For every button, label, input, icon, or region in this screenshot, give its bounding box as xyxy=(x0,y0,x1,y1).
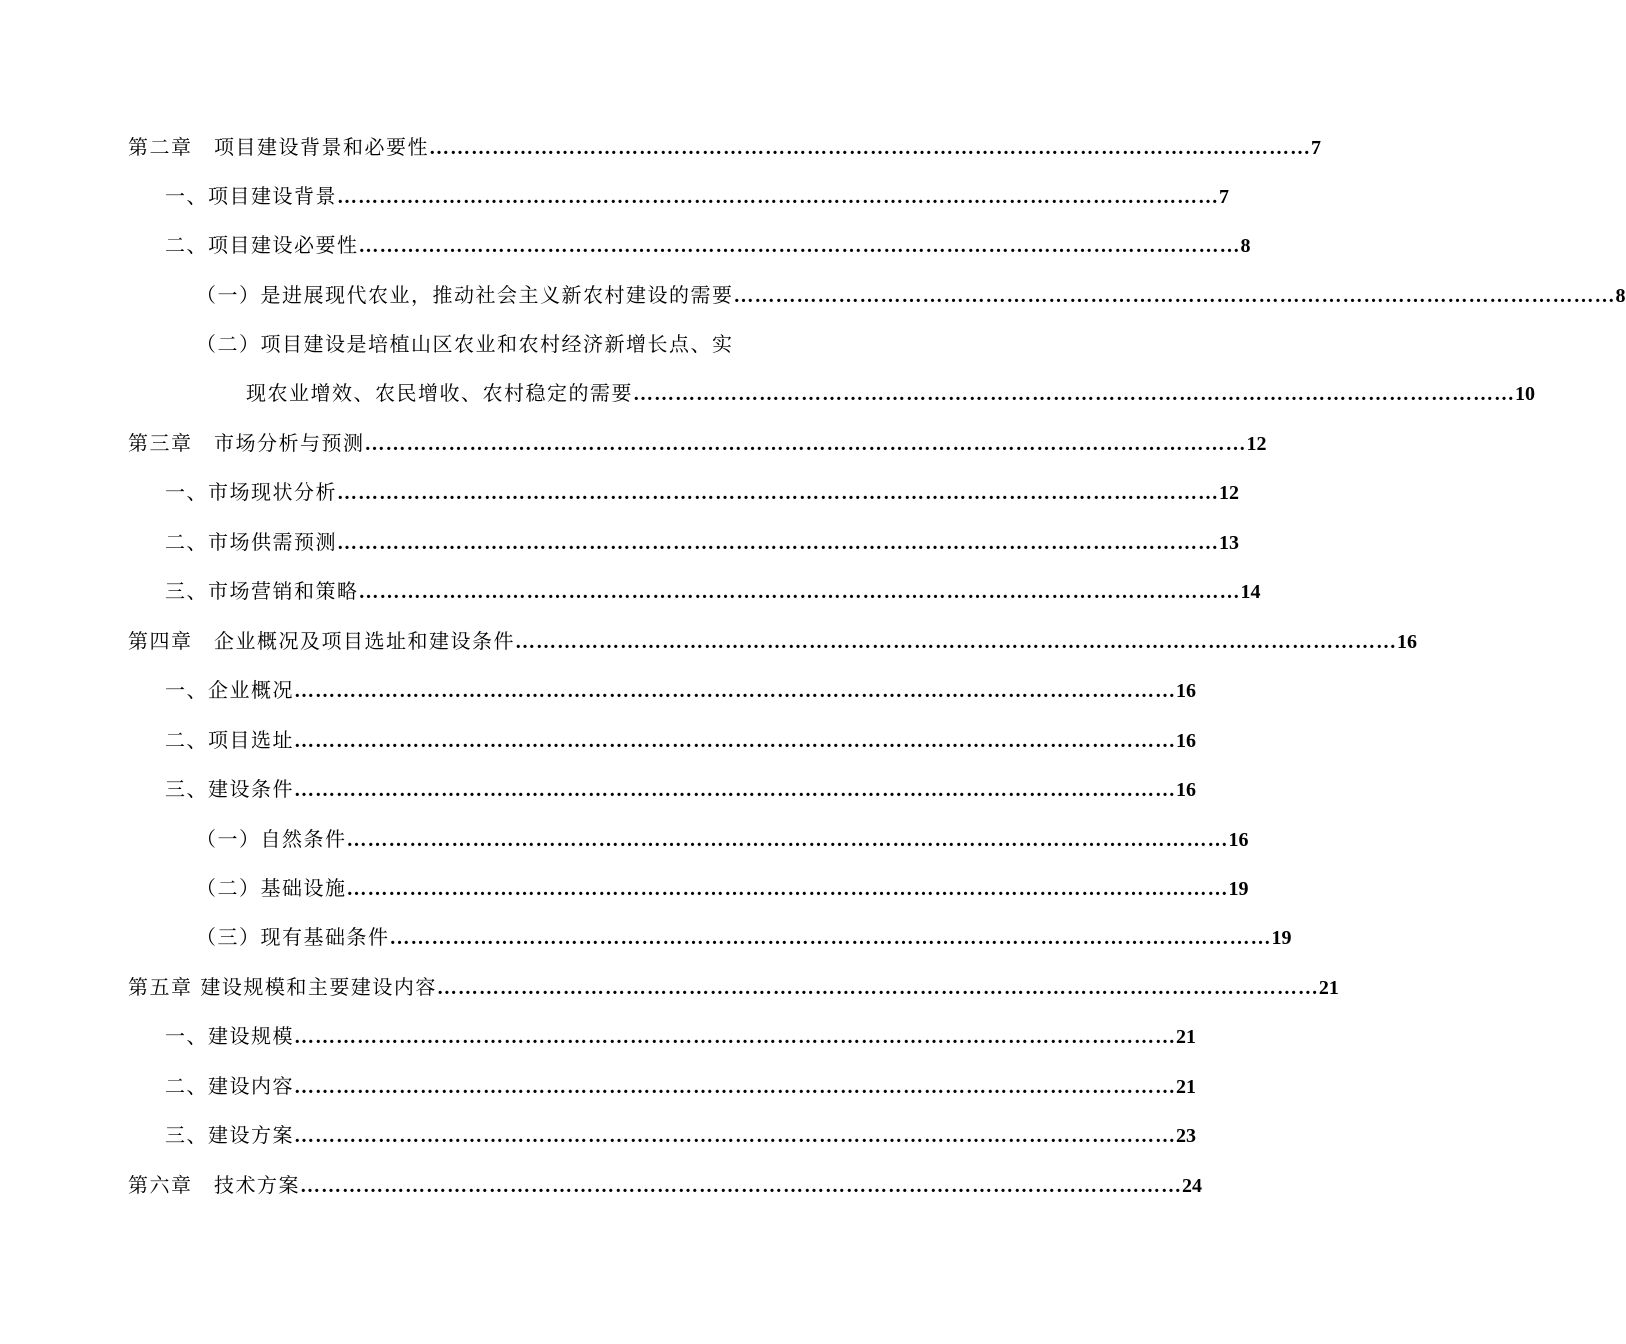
toc-entry-4-3-3[interactable] xyxy=(196,922,1292,952)
toc-entry-title: 二、项目选址 xyxy=(165,728,294,752)
toc-entry-title: 第五章 建设规模和主要建设内容 xyxy=(128,975,437,999)
toc-entry-title: （一）是进展现代农业，推动社会主义新农村建设的需要 xyxy=(196,283,734,307)
toc-entry-4-3-1[interactable] xyxy=(196,824,1249,854)
toc-entry-2-1[interactable] xyxy=(165,181,1229,211)
toc-page-number: 19 xyxy=(1228,878,1249,900)
toc-leader-dots: ……………………………………………………………………………………………………………… xyxy=(337,186,1219,208)
toc-page-number: 12 xyxy=(1219,482,1239,504)
toc-leader-dots: ……………………………………………………………………………………………………………… xyxy=(337,532,1219,554)
toc-entry-title: 三、建设方案 xyxy=(165,1123,294,1147)
toc-page-number: 23 xyxy=(1176,1125,1196,1147)
toc-entry-title: 一、建设规模 xyxy=(165,1024,294,1048)
toc-leader-dots: ……………………………………………………………………………………………………………… xyxy=(294,1076,1176,1098)
toc-page-number: 21 xyxy=(1176,1076,1196,1098)
toc-entry-chapter-3[interactable] xyxy=(128,428,1267,458)
toc-entry-title: 一、市场现状分析 xyxy=(165,480,337,504)
toc-leader-dots: ……………………………………………………………………………………………………………… xyxy=(337,482,1219,504)
toc-page-number: 10 xyxy=(1515,383,1535,405)
toc-entry-5-1[interactable] xyxy=(165,1021,1196,1051)
toc-leader-dots: ……………………………………………………………………………………………………………… xyxy=(346,829,1229,851)
toc-leader-dots: ……………………………………………………………………………………………………………… xyxy=(294,1026,1176,1048)
toc-entry-title: （二）项目建设是培植山区农业和农村经济新增长点、实 xyxy=(196,332,734,356)
toc-entry-chapter-6[interactable] xyxy=(128,1170,1202,1200)
toc-entry-title: 二、项目建设必要性 xyxy=(165,233,359,257)
toc-entry-title: 现农业增效、农民增收、农村稳定的需要 xyxy=(246,381,633,405)
toc-entry-title: （一）自然条件 xyxy=(196,827,347,851)
toc-page-number: 14 xyxy=(1240,581,1261,603)
toc-leader-dots: ……………………………………………………………………………………………………………… xyxy=(389,927,1272,949)
toc-page-number: 24 xyxy=(1182,1175,1202,1197)
toc-entry-2-2-2-line1[interactable] xyxy=(196,329,756,359)
toc-page-number: 7 xyxy=(1311,137,1321,159)
toc-entry-4-3-2[interactable] xyxy=(196,873,1249,903)
toc-leader-dots: ……………………………………………………………………………………………………………… xyxy=(358,581,1241,603)
toc-entry-3-2[interactable] xyxy=(165,527,1239,557)
toc-leader-dots: ……………………………………………………………………………………………………………… xyxy=(294,779,1176,801)
toc-entry-2-2[interactable] xyxy=(165,230,1251,260)
toc-leader-dots: ……………………………………………………………………………………………………………… xyxy=(346,878,1229,900)
toc-leader-dots: ……………………………………………………………………………………………………………… xyxy=(294,1125,1176,1147)
toc-entry-chapter-4[interactable] xyxy=(128,626,1417,656)
toc-page-number: 21 xyxy=(1176,1026,1196,1048)
toc-page-number: 8 xyxy=(1615,285,1626,307)
toc-leader-dots: ……………………………………………………………………………………………………………… xyxy=(733,285,1616,307)
toc-page-number: 16 xyxy=(1228,829,1249,851)
toc-page-number: 12 xyxy=(1246,433,1267,455)
toc-leader-dots: ……………………………………………………………………………………………………………… xyxy=(300,1175,1182,1197)
toc-entry-chapter-5[interactable] xyxy=(128,972,1339,1002)
toc-entry-3-3[interactable] xyxy=(165,576,1261,606)
toc-page-number: 19 xyxy=(1271,927,1292,949)
toc-page-number: 16 xyxy=(1176,680,1196,702)
toc-page-number: 7 xyxy=(1219,186,1229,208)
toc-entry-title: 二、建设内容 xyxy=(165,1074,294,1098)
toc-entry-title: 一、项目建设背景 xyxy=(165,184,337,208)
toc-entry-title: （二）基础设施 xyxy=(196,876,347,900)
toc-entry-title: 三、市场营销和策略 xyxy=(165,579,359,603)
toc-leader-dots: ……………………………………………………………………………………………………………… xyxy=(429,137,1311,159)
toc-entry-title: 三、建设条件 xyxy=(165,777,294,801)
toc-page-number: 13 xyxy=(1219,532,1239,554)
toc-entry-4-3[interactable] xyxy=(165,774,1196,804)
toc-entry-5-2[interactable] xyxy=(165,1071,1196,1101)
toc-leader-dots: ……………………………………………………………………………………………………………… xyxy=(633,383,1515,405)
toc-entry-title: 第三章 市场分析与预测 xyxy=(128,431,365,455)
toc-leader-dots: ……………………………………………………………………………………………………………… xyxy=(294,730,1176,752)
toc-page-number: 16 xyxy=(1176,730,1196,752)
toc-leader-dots: ……………………………………………………………………………………………………………… xyxy=(358,235,1241,257)
toc-entry-title: 第四章 企业概况及项目选址和建设条件 xyxy=(128,629,515,653)
toc-page-number: 16 xyxy=(1397,631,1417,653)
toc-entry-2-2-2-line2[interactable] xyxy=(246,378,1535,408)
toc-entry-chapter-2[interactable] xyxy=(128,132,1321,162)
toc-entry-4-2[interactable] xyxy=(165,725,1196,755)
toc-leader-dots: ……………………………………………………………………………………………………………… xyxy=(515,631,1397,653)
toc-page-number: 8 xyxy=(1240,235,1251,257)
toc-leader-dots: ……………………………………………………………………………………………………………… xyxy=(364,433,1247,455)
toc-entry-3-1[interactable] xyxy=(165,477,1239,507)
toc-page-number: 21 xyxy=(1318,977,1339,999)
toc-leader-dots: ……………………………………………………………………………………………………………… xyxy=(436,977,1319,999)
toc-entry-title: （三）现有基础条件 xyxy=(196,925,390,949)
toc-entry-title: 一、企业概况 xyxy=(165,678,294,702)
toc-entry-title: 第六章 技术方案 xyxy=(128,1173,300,1197)
toc-page-number: 16 xyxy=(1176,779,1196,801)
toc-entry-title: 第二章 项目建设背景和必要性 xyxy=(128,135,429,159)
toc-entry-5-3[interactable] xyxy=(165,1120,1196,1150)
toc-entry-2-2-1[interactable] xyxy=(196,280,1626,310)
toc-entry-4-1[interactable] xyxy=(165,675,1196,705)
toc-leader-dots: ……………………………………………………………………………………………………………… xyxy=(294,680,1176,702)
toc-entry-title: 二、市场供需预测 xyxy=(165,530,337,554)
